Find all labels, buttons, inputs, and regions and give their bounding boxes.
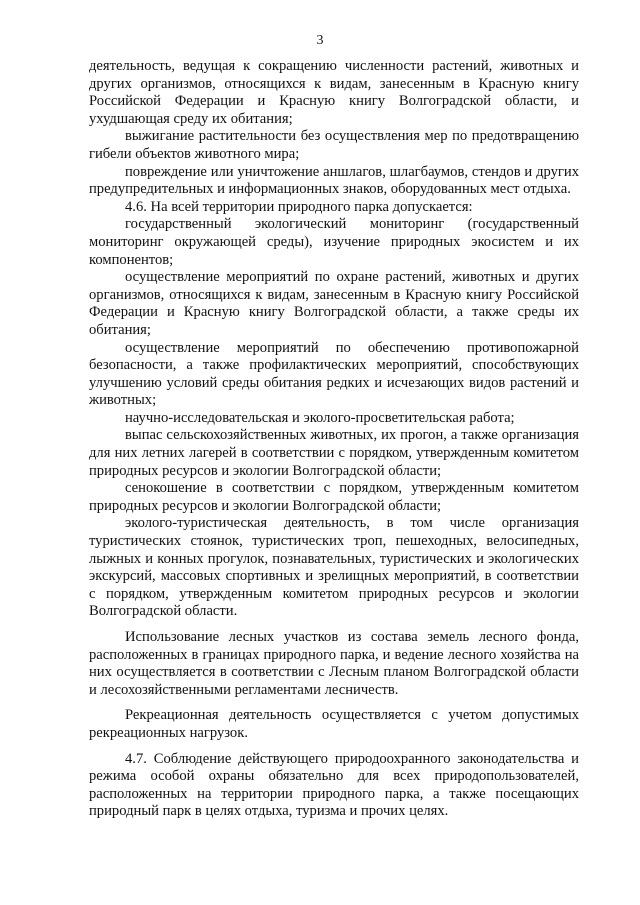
page-number: 3 xyxy=(316,33,324,48)
paragraph-activity-reducing-species: деятельность, ведущая к сокращению численности растений, животных и других организмов, относящихся к видам, занесенным в Красную книгу Российской Федерации и Красную книгу Волгоградской области, и ухудшающая среду их обитания; xyxy=(89,58,579,127)
paragraph-recreation: Рекреационная деятельность осуществляется с учетом допустимых рекреационных нагрузок. xyxy=(89,707,579,741)
paragraph-species-protection: осуществление мероприятий по охране растений, животных и других организмов, относящихся к видам, занесенным в Красную книгу Российской Федерации и Красную книгу Волгоградской области, а также среды их обитания; xyxy=(89,269,579,338)
document-body xyxy=(89,58,579,821)
paragraph-vegetation-burning: выжигание растительности без осуществления мер по предотвращению гибели объектов животного мира; xyxy=(89,128,579,162)
paragraph-signs-damage: повреждение или уничтожение аншлагов, шлагбаумов, стендов и других предупредительных и информационных знаков, оборудованных мест отдыха. xyxy=(89,163,579,198)
paragraph-fire-safety: осуществление мероприятий по обеспечению противопожарной безопасности, а также профилактических мероприятий, способствующих улучшению условий среды обитания редких и исчезающих видов растений и животных; xyxy=(89,339,579,409)
paragraph-livestock-grazing: выпас сельскохозяйственных животных, их прогон, а также организация для них летних лагерей в соответствии с порядком, утвержденным комитетом природных ресурсов и экологии Волгоградской области; xyxy=(89,427,579,479)
paragraph-haymaking: сенокошение в соответствии с порядком, утвержденным комитетом природных ресурсов и экологии Волгоградской области; xyxy=(89,480,579,514)
section-4-7-paragraph: 4.7. Соблюдение действующего природоохранного законодательства и режима особой охраны обязательно для всех природопользователей, расположенных на территории природного парка, а также посещающих природный парк в целях отдыха, туризма и прочих целях. xyxy=(89,750,579,820)
paragraph-eco-tourism: эколого-туристическая деятельность, в том числе организация туристических стоянок, туристических троп, пешеходных, велосипедных, лыжных и конных прогулок, познавательных, туристических и экологических экскурсий, массовых спортивных и зрелищных мероприятий, в соответствии с порядком, утвержденным комитетом природных ресурсов и экологии Волгоградской области. xyxy=(89,515,579,620)
paragraph-ecological-monitoring: государственный экологический мониторинг (государственный мониторинг окружающей среды), изучение природных экосистем и их компонентов; xyxy=(89,216,579,268)
paragraph-research-work: научно-исследовательская и эколого-просветительская работа; xyxy=(125,409,515,426)
paragraph-forest-use: Использование лесных участков из состава земель лесного фонда, расположенных в границах природного парка, и ведение лесного хозяйства на них осуществляется в соответствии с Лесным планом Волгоградской области и лесохозяйственными регламентами лесничеств. xyxy=(89,629,579,698)
section-4-6-heading: 4.6. На всей территории природного парка допускается: xyxy=(125,198,473,215)
